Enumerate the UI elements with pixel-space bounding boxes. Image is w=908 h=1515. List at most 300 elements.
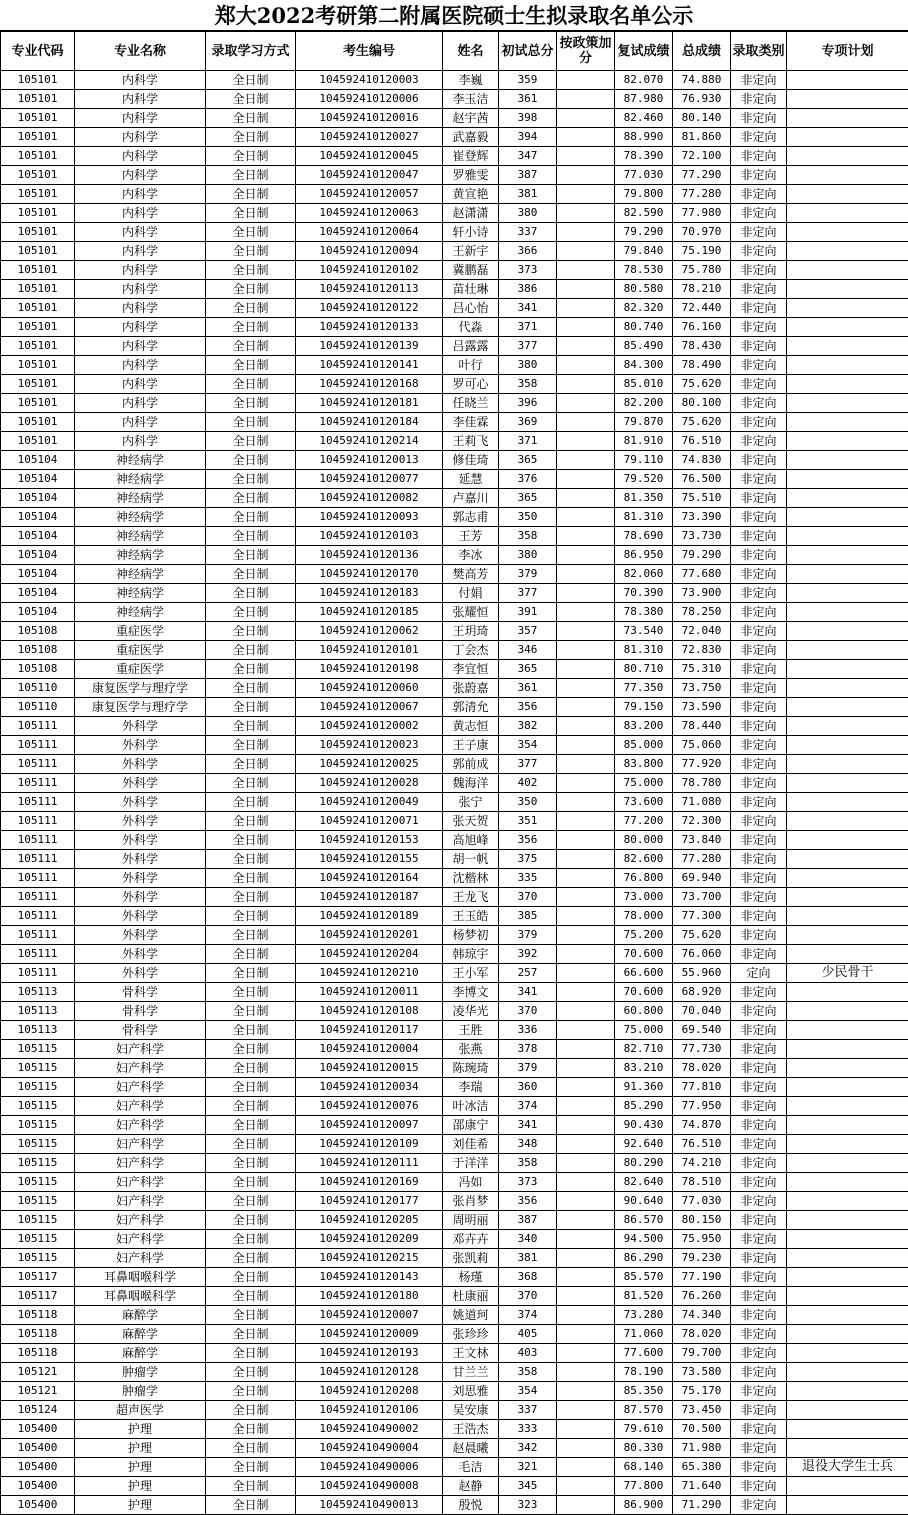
retest-score-cell: 90.430 [615, 1116, 673, 1135]
retest-score-cell: 82.060 [615, 565, 673, 584]
candidate-id-cell: 104592410120177 [296, 1192, 443, 1211]
major-code-cell: 105104 [1, 546, 75, 565]
retest-score-cell: 79.840 [615, 242, 673, 261]
candidate-id-cell: 104592410490013 [296, 1496, 443, 1515]
initial-score-cell: 387 [499, 1211, 557, 1230]
student-name-cell: 武嘉毅 [443, 128, 499, 147]
student-name-cell: 郭志甫 [443, 508, 499, 527]
special-plan-cell [787, 1040, 908, 1059]
major-name-cell: 肿瘤学 [75, 1382, 206, 1401]
special-plan-cell [787, 983, 908, 1002]
retest-score-cell: 79.870 [615, 413, 673, 432]
candidate-id-cell: 104592410120077 [296, 470, 443, 489]
table-row [1, 166, 908, 185]
study-mode-cell: 全日制 [206, 1097, 296, 1116]
initial-score-cell: 333 [499, 1420, 557, 1439]
major-code-cell: 105113 [1, 1002, 75, 1021]
policy-bonus-cell [557, 1078, 615, 1097]
initial-score-cell: 346 [499, 641, 557, 660]
major-code-cell: 105400 [1, 1439, 75, 1458]
table-row [1, 185, 908, 204]
student-name-cell: 冀鹏磊 [443, 261, 499, 280]
major-code-cell: 105101 [1, 261, 75, 280]
special-plan-cell [787, 527, 908, 546]
policy-bonus-cell [557, 717, 615, 736]
study-mode-cell: 全日制 [206, 888, 296, 907]
student-name-cell: 叶行 [443, 356, 499, 375]
retest-score-cell: 77.200 [615, 812, 673, 831]
special-plan-cell [787, 71, 908, 90]
student-name-cell: 叶冰洁 [443, 1097, 499, 1116]
policy-bonus-cell [557, 1211, 615, 1230]
admission-type-cell: 非定向 [731, 1439, 787, 1458]
major-code-cell: 105111 [1, 926, 75, 945]
major-name-cell: 外科学 [75, 926, 206, 945]
table-row [1, 1059, 908, 1078]
retest-score-cell: 77.350 [615, 679, 673, 698]
major-code-cell: 105101 [1, 432, 75, 451]
retest-score-cell: 85.010 [615, 375, 673, 394]
study-mode-cell: 全日制 [206, 299, 296, 318]
column-header-total-score: 总成绩 [673, 32, 731, 71]
total-score-cell: 71.080 [673, 793, 731, 812]
study-mode-cell: 全日制 [206, 1211, 296, 1230]
major-code-cell: 105101 [1, 90, 75, 109]
student-name-cell: 杨瑾 [443, 1268, 499, 1287]
table-row [1, 1458, 908, 1477]
initial-score-cell: 405 [499, 1325, 557, 1344]
table-row [1, 945, 908, 964]
policy-bonus-cell [557, 1306, 615, 1325]
total-score-cell: 78.020 [673, 1059, 731, 1078]
initial-score-cell: 358 [499, 527, 557, 546]
initial-score-cell: 337 [499, 223, 557, 242]
retest-score-cell: 86.900 [615, 1496, 673, 1515]
candidate-id-cell: 104592410120153 [296, 831, 443, 850]
student-name-cell: 修佳琦 [443, 451, 499, 470]
initial-score-cell: 398 [499, 109, 557, 128]
major-name-cell: 妇产科学 [75, 1230, 206, 1249]
table-row [1, 1173, 908, 1192]
candidate-id-cell: 104592410120117 [296, 1021, 443, 1040]
study-mode-cell: 全日制 [206, 964, 296, 983]
student-name-cell: 张凯莉 [443, 1249, 499, 1268]
admission-type-cell: 非定向 [731, 242, 787, 261]
study-mode-cell: 全日制 [206, 128, 296, 147]
study-mode-cell: 全日制 [206, 527, 296, 546]
major-name-cell: 内科学 [75, 318, 206, 337]
candidate-id-cell: 104592410120049 [296, 793, 443, 812]
major-code-cell: 105111 [1, 964, 75, 983]
table-row [1, 1135, 908, 1154]
column-header-initial-score: 初试总分 [499, 32, 557, 71]
student-name-cell: 张天贺 [443, 812, 499, 831]
admission-type-cell: 非定向 [731, 1306, 787, 1325]
total-score-cell: 70.040 [673, 1002, 731, 1021]
major-name-cell: 内科学 [75, 280, 206, 299]
major-code-cell: 105115 [1, 1059, 75, 1078]
table-row [1, 1230, 908, 1249]
total-score-cell: 73.590 [673, 698, 731, 717]
retest-score-cell: 80.000 [615, 831, 673, 850]
candidate-id-cell: 104592410120011 [296, 983, 443, 1002]
special-plan-cell [787, 850, 908, 869]
special-plan-cell [787, 1135, 908, 1154]
candidate-id-cell: 104592410120181 [296, 394, 443, 413]
retest-score-cell: 80.710 [615, 660, 673, 679]
table-row [1, 565, 908, 584]
student-name-cell: 李宜恒 [443, 660, 499, 679]
policy-bonus-cell [557, 546, 615, 565]
admission-type-cell: 非定向 [731, 1382, 787, 1401]
special-plan-cell [787, 888, 908, 907]
total-score-cell: 72.040 [673, 622, 731, 641]
major-code-cell: 105101 [1, 166, 75, 185]
table-row [1, 1325, 908, 1344]
major-name-cell: 内科学 [75, 128, 206, 147]
table-row [1, 869, 908, 888]
admission-type-cell: 非定向 [731, 432, 787, 451]
special-plan-cell [787, 1268, 908, 1287]
candidate-id-cell: 104592410120128 [296, 1363, 443, 1382]
table-row [1, 660, 908, 679]
retest-score-cell: 85.290 [615, 1097, 673, 1116]
retest-score-cell: 75.200 [615, 926, 673, 945]
student-name-cell: 罗可心 [443, 375, 499, 394]
major-name-cell: 外科学 [75, 793, 206, 812]
policy-bonus-cell [557, 945, 615, 964]
major-code-cell: 105124 [1, 1401, 75, 1420]
study-mode-cell: 全日制 [206, 926, 296, 945]
retest-score-cell: 78.690 [615, 527, 673, 546]
admission-table [0, 31, 908, 1515]
study-mode-cell: 全日制 [206, 1192, 296, 1211]
initial-score-cell: 357 [499, 622, 557, 641]
study-mode-cell: 全日制 [206, 1059, 296, 1078]
major-code-cell: 105101 [1, 337, 75, 356]
total-score-cell: 75.060 [673, 736, 731, 755]
total-score-cell: 77.280 [673, 850, 731, 869]
study-mode-cell: 全日制 [206, 470, 296, 489]
major-code-cell: 105111 [1, 869, 75, 888]
initial-score-cell: 368 [499, 1268, 557, 1287]
major-name-cell: 神经病学 [75, 451, 206, 470]
admission-type-cell: 非定向 [731, 166, 787, 185]
policy-bonus-cell [557, 128, 615, 147]
major-name-cell: 康复医学与理疗学 [75, 679, 206, 698]
study-mode-cell: 全日制 [206, 1040, 296, 1059]
study-mode-cell: 全日制 [206, 223, 296, 242]
initial-score-cell: 356 [499, 831, 557, 850]
initial-score-cell: 340 [499, 1230, 557, 1249]
admission-type-cell: 非定向 [731, 1059, 787, 1078]
retest-score-cell: 87.570 [615, 1401, 673, 1420]
admission-type-cell: 非定向 [731, 1496, 787, 1515]
major-name-cell: 护理 [75, 1439, 206, 1458]
admission-type-cell: 非定向 [731, 1420, 787, 1439]
admission-type-cell: 非定向 [731, 489, 787, 508]
table-row [1, 641, 908, 660]
retest-score-cell: 84.300 [615, 356, 673, 375]
study-mode-cell: 全日制 [206, 1363, 296, 1382]
student-name-cell: 陈琬琦 [443, 1059, 499, 1078]
study-mode-cell: 全日制 [206, 717, 296, 736]
candidate-id-cell: 104592410120093 [296, 508, 443, 527]
major-name-cell: 外科学 [75, 755, 206, 774]
major-name-cell: 妇产科学 [75, 1154, 206, 1173]
table-row [1, 242, 908, 261]
study-mode-cell: 全日制 [206, 375, 296, 394]
candidate-id-cell: 104592410120082 [296, 489, 443, 508]
study-mode-cell: 全日制 [206, 546, 296, 565]
admission-type-cell: 非定向 [731, 1040, 787, 1059]
special-plan-cell [787, 660, 908, 679]
major-name-cell: 骨科学 [75, 1002, 206, 1021]
student-name-cell: 黄宣艳 [443, 185, 499, 204]
candidate-id-cell: 104592410120169 [296, 1173, 443, 1192]
table-row [1, 394, 908, 413]
admission-type-cell: 非定向 [731, 831, 787, 850]
initial-score-cell: 373 [499, 1173, 557, 1192]
table-row [1, 584, 908, 603]
policy-bonus-cell [557, 1249, 615, 1268]
admission-type-cell: 非定向 [731, 1173, 787, 1192]
major-code-cell: 105101 [1, 318, 75, 337]
retest-score-cell: 83.210 [615, 1059, 673, 1078]
student-name-cell: 王胜 [443, 1021, 499, 1040]
special-plan-cell [787, 128, 908, 147]
total-score-cell: 77.290 [673, 166, 731, 185]
major-code-cell: 105115 [1, 1116, 75, 1135]
retest-score-cell: 82.070 [615, 71, 673, 90]
student-name-cell: 代淼 [443, 318, 499, 337]
policy-bonus-cell [557, 964, 615, 983]
admission-type-cell: 非定向 [731, 1268, 787, 1287]
major-name-cell: 内科学 [75, 242, 206, 261]
special-plan-cell [787, 584, 908, 603]
retest-score-cell: 79.150 [615, 698, 673, 717]
table-row [1, 90, 908, 109]
initial-score-cell: 365 [499, 489, 557, 508]
table-row [1, 527, 908, 546]
policy-bonus-cell [557, 1401, 615, 1420]
initial-score-cell: 386 [499, 280, 557, 299]
study-mode-cell: 全日制 [206, 1154, 296, 1173]
study-mode-cell: 全日制 [206, 1173, 296, 1192]
policy-bonus-cell [557, 299, 615, 318]
candidate-id-cell: 104592410490006 [296, 1458, 443, 1477]
table-row [1, 128, 908, 147]
study-mode-cell: 全日制 [206, 185, 296, 204]
retest-score-cell: 88.990 [615, 128, 673, 147]
retest-score-cell: 94.500 [615, 1230, 673, 1249]
initial-score-cell: 396 [499, 394, 557, 413]
special-plan-cell [787, 223, 908, 242]
policy-bonus-cell [557, 356, 615, 375]
initial-score-cell: 369 [499, 413, 557, 432]
student-name-cell: 沈楷林 [443, 869, 499, 888]
policy-bonus-cell [557, 622, 615, 641]
major-code-cell: 105111 [1, 945, 75, 964]
table-row [1, 1420, 908, 1439]
admission-type-cell: 非定向 [731, 603, 787, 622]
student-name-cell: 吴安康 [443, 1401, 499, 1420]
candidate-id-cell: 104592410120209 [296, 1230, 443, 1249]
student-name-cell: 王芳 [443, 527, 499, 546]
admission-type-cell: 非定向 [731, 356, 787, 375]
initial-score-cell: 379 [499, 565, 557, 584]
admission-type-cell: 非定向 [731, 261, 787, 280]
major-name-cell: 外科学 [75, 907, 206, 926]
initial-score-cell: 377 [499, 755, 557, 774]
policy-bonus-cell [557, 1382, 615, 1401]
special-plan-cell [787, 1230, 908, 1249]
total-score-cell: 75.170 [673, 1382, 731, 1401]
major-code-cell: 105101 [1, 147, 75, 166]
major-name-cell: 神经病学 [75, 489, 206, 508]
table-header-row [1, 32, 908, 71]
major-code-cell: 105115 [1, 1078, 75, 1097]
table-row [1, 432, 908, 451]
special-plan-cell [787, 1344, 908, 1363]
major-name-cell: 神经病学 [75, 527, 206, 546]
policy-bonus-cell [557, 432, 615, 451]
candidate-id-cell: 104592410120102 [296, 261, 443, 280]
table-row [1, 1249, 908, 1268]
total-score-cell: 72.830 [673, 641, 731, 660]
major-code-cell: 105115 [1, 1249, 75, 1268]
major-name-cell: 神经病学 [75, 603, 206, 622]
total-score-cell: 79.230 [673, 1249, 731, 1268]
study-mode-cell: 全日制 [206, 90, 296, 109]
policy-bonus-cell [557, 204, 615, 223]
table-row [1, 299, 908, 318]
policy-bonus-cell [557, 413, 615, 432]
column-header-special-plan: 专项计划 [787, 32, 908, 71]
retest-score-cell: 78.380 [615, 603, 673, 622]
total-score-cell: 78.780 [673, 774, 731, 793]
candidate-id-cell: 104592410120002 [296, 717, 443, 736]
major-name-cell: 肿瘤学 [75, 1363, 206, 1382]
special-plan-cell [787, 261, 908, 280]
study-mode-cell: 全日制 [206, 679, 296, 698]
candidate-id-cell: 104592410120064 [296, 223, 443, 242]
initial-score-cell: 321 [499, 1458, 557, 1477]
total-score-cell: 74.210 [673, 1154, 731, 1173]
retest-score-cell: 81.310 [615, 641, 673, 660]
special-plan-cell [787, 109, 908, 128]
study-mode-cell: 全日制 [206, 1458, 296, 1477]
policy-bonus-cell [557, 1040, 615, 1059]
total-score-cell: 78.020 [673, 1325, 731, 1344]
total-score-cell: 73.390 [673, 508, 731, 527]
column-header-student-name: 姓名 [443, 32, 499, 71]
candidate-id-cell: 104592410120027 [296, 128, 443, 147]
retest-score-cell: 79.520 [615, 470, 673, 489]
policy-bonus-cell [557, 698, 615, 717]
retest-score-cell: 73.540 [615, 622, 673, 641]
major-name-cell: 内科学 [75, 432, 206, 451]
policy-bonus-cell [557, 185, 615, 204]
major-name-cell: 妇产科学 [75, 1192, 206, 1211]
policy-bonus-cell [557, 888, 615, 907]
admission-type-cell: 非定向 [731, 945, 787, 964]
student-name-cell: 王浩杰 [443, 1420, 499, 1439]
column-header-retest-score: 复试成绩 [615, 32, 673, 71]
major-name-cell: 内科学 [75, 337, 206, 356]
student-name-cell: 邵康宁 [443, 1116, 499, 1135]
policy-bonus-cell [557, 394, 615, 413]
admission-type-cell: 非定向 [731, 774, 787, 793]
initial-score-cell: 374 [499, 1306, 557, 1325]
initial-score-cell: 379 [499, 926, 557, 945]
table-row [1, 1268, 908, 1287]
student-name-cell: 刘思雅 [443, 1382, 499, 1401]
initial-score-cell: 373 [499, 261, 557, 280]
initial-score-cell: 345 [499, 1477, 557, 1496]
major-name-cell: 耳鼻咽喉科学 [75, 1287, 206, 1306]
table-row [1, 1211, 908, 1230]
major-code-cell: 105400 [1, 1420, 75, 1439]
total-score-cell: 68.920 [673, 983, 731, 1002]
table-row [1, 622, 908, 641]
candidate-id-cell: 104592410120060 [296, 679, 443, 698]
initial-score-cell: 359 [499, 71, 557, 90]
table-row [1, 679, 908, 698]
retest-score-cell: 81.350 [615, 489, 673, 508]
student-name-cell: 赵静 [443, 1477, 499, 1496]
major-code-cell: 105400 [1, 1496, 75, 1515]
table-row [1, 1344, 908, 1363]
policy-bonus-cell [557, 926, 615, 945]
initial-score-cell: 348 [499, 1135, 557, 1154]
retest-score-cell: 83.800 [615, 755, 673, 774]
admission-type-cell: 非定向 [731, 1401, 787, 1420]
major-code-cell: 105104 [1, 508, 75, 527]
candidate-id-cell: 104592410120170 [296, 565, 443, 584]
initial-score-cell: 366 [499, 242, 557, 261]
table-row [1, 698, 908, 717]
student-name-cell: 李巍 [443, 71, 499, 90]
special-plan-cell [787, 508, 908, 527]
candidate-id-cell: 104592410120067 [296, 698, 443, 717]
special-plan-cell [787, 774, 908, 793]
candidate-id-cell: 104592410120034 [296, 1078, 443, 1097]
retest-score-cell: 81.310 [615, 508, 673, 527]
student-name-cell: 周明丽 [443, 1211, 499, 1230]
admission-type-cell: 非定向 [731, 1116, 787, 1135]
admission-type-cell: 非定向 [731, 527, 787, 546]
special-plan-cell [787, 489, 908, 508]
initial-score-cell: 377 [499, 584, 557, 603]
initial-score-cell: 381 [499, 185, 557, 204]
retest-score-cell: 81.520 [615, 1287, 673, 1306]
major-code-cell: 105115 [1, 1040, 75, 1059]
special-plan-cell [787, 1173, 908, 1192]
total-score-cell: 77.680 [673, 565, 731, 584]
total-score-cell: 80.100 [673, 394, 731, 413]
study-mode-cell: 全日制 [206, 1230, 296, 1249]
total-score-cell: 73.700 [673, 888, 731, 907]
special-plan-cell [787, 1496, 908, 1515]
special-plan-cell [787, 1002, 908, 1021]
policy-bonus-cell [557, 1135, 615, 1154]
major-name-cell: 骨科学 [75, 983, 206, 1002]
student-name-cell: 姚道珂 [443, 1306, 499, 1325]
policy-bonus-cell [557, 850, 615, 869]
major-code-cell: 105111 [1, 793, 75, 812]
total-score-cell: 74.870 [673, 1116, 731, 1135]
